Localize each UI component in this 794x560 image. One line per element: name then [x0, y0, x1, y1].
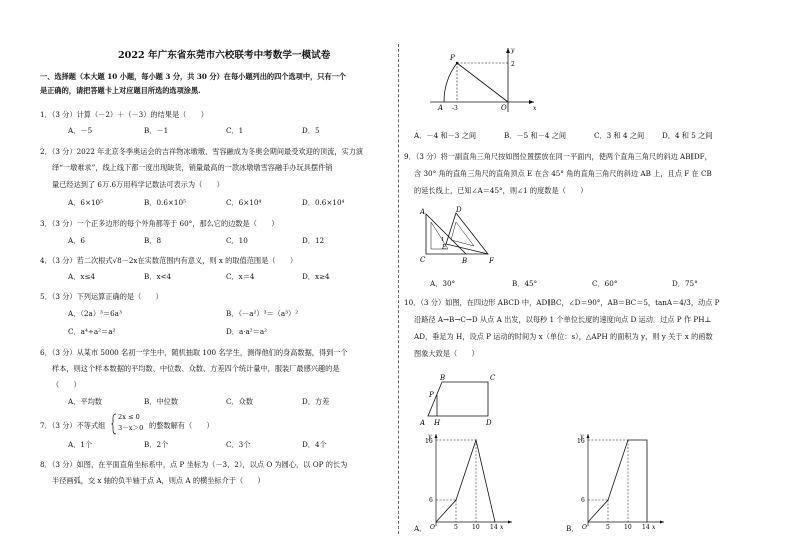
q6-line1: 6．（3 分）从某市 5000 名初一学生中，随机抽取 100 名学生，测得他们的身高数据，得到一个 — [40, 348, 348, 357]
q9-option-c[interactable]: C．60° — [592, 279, 618, 288]
q2-option-b[interactable]: B．0.6×10⁵ — [144, 198, 186, 207]
q10-line2: 沿路径 A→B→C→D 从点 A 出发，以每秒 1 个单位长度的速度向点 D 运动．过点 P 作 PH⊥ — [414, 315, 712, 324]
graph-a[interactable] — [424, 430, 516, 530]
graph-a-x-label: x — [500, 524, 504, 530]
q6-option-a[interactable]: A．平均数 — [68, 397, 102, 406]
q9-line3: 的延长线上，已知∠A＝45°，则∠1 的度数是（ ） — [414, 186, 588, 195]
q1-option-b[interactable]: B．－1 — [144, 126, 169, 135]
q10-line4: 图象大致是（ ） — [414, 349, 479, 358]
fig8-label-y: y — [511, 47, 515, 54]
graph-b-tick-10: 10 — [624, 524, 632, 530]
q7-brace — [111, 413, 117, 435]
q10-figure — [418, 370, 506, 428]
q4-option-c[interactable]: C．x＝4 — [226, 272, 255, 281]
q7-system-line2: 3－x＞0 — [118, 424, 144, 432]
q6-option-b[interactable]: B．中位数 — [144, 397, 179, 406]
q3-option-d[interactable]: D．12 — [302, 236, 325, 245]
q5-option-c[interactable]: C．a⁴÷a²＝a² — [68, 327, 116, 336]
graph-b-y-label: y — [580, 433, 584, 440]
q5-option-b[interactable]: B．（－a²）³＝（a³）² — [226, 309, 299, 318]
q7-system-line1: 2x ≤ 0 — [118, 413, 140, 421]
fig8-label-x: x — [533, 105, 537, 112]
q2-line3: 量已经达到了 6万.6万用科学记数法可表示为（ ） — [52, 180, 224, 189]
q1-stem: 1．（3 分）计算（－2）＋（－3）的结果是（ ） — [40, 110, 208, 119]
q2-option-a[interactable]: A．6×10⁵ — [68, 198, 104, 207]
fig8-label-o: O — [501, 104, 507, 112]
q4-option-d[interactable]: D．x≥4 — [302, 272, 330, 281]
q9-line2: 含 30° 角的直角三角尺的直角顶点 E 在含 45° 角的直角三角尺的斜边 AB 上，且点 F 在 CB — [414, 169, 712, 178]
fig9-label-a: A — [420, 208, 426, 216]
q9-figure — [416, 204, 508, 266]
q4-option-b[interactable]: B．x<4 — [144, 272, 172, 281]
fig9-label-c: C — [420, 256, 426, 264]
q3-option-a[interactable]: A．6 — [68, 236, 85, 245]
q5-stem: 5．（3 分）下列运算正确的是（ ） — [40, 292, 163, 301]
q8-figure — [430, 44, 540, 114]
right-column — [400, 0, 794, 560]
q5-option-d[interactable]: D．a·a²＝a² — [226, 327, 268, 336]
q6-option-c[interactable]: C．众数 — [226, 397, 254, 406]
q7-option-d[interactable]: D．4个 — [302, 440, 327, 449]
graph-b-option-label[interactable]: B． — [566, 524, 579, 533]
q10-line3: AD，垂足为 H，设点 P 运动的时间为 x（单位：s），△APH 的面积为 y，则 y 关于 x 的函数 — [414, 332, 713, 341]
fig9-label-e: E — [442, 244, 447, 251]
section-instruction-line1: 一、选择题（本大题 10 小题，每小题 3 分，共 30 分）在每小题列出的四个选项中，只有一个 — [40, 72, 346, 81]
q5-option-a[interactable]: A．（2a）³＝6a³ — [68, 309, 122, 318]
q8-option-b[interactable]: B．－5 和－4 之间 — [504, 131, 567, 140]
q6-option-d[interactable]: D．方差 — [302, 397, 330, 406]
q8-option-c[interactable]: C．3 和 4 之间 — [594, 131, 645, 140]
q7-prefix: 7．（3 分）不等式组 — [40, 421, 106, 430]
fig8-label-two: 2 — [511, 61, 515, 68]
q10-line1: 10．（3 分）如图，在四边形 ABCD 中，AD∥BC，∠D＝90°，AB＝BC＝5，tanA＝4/3，动点 P — [404, 298, 720, 307]
q2-option-d[interactable]: D．0.6×10⁴ — [302, 198, 345, 207]
fig9-label-b: B — [462, 257, 468, 265]
graph-a-tick-14: 14 — [490, 524, 498, 530]
q2-line2: 绎“一墩难求”，线上线下都一度出现缺货，销量最高的一款冰墩墩雪容融手办玩具摆件销 — [52, 163, 333, 172]
fig10-label-h: H — [434, 419, 441, 427]
graph-a-origin: O — [430, 524, 435, 530]
graph-a-tick-5: 5 — [454, 524, 458, 530]
q8-line1: 8．（3 分）如图，在平面直角坐标系中，点 P 坐标为（－3，2），以点 O 为圆心，以 OP 的长为 — [40, 460, 348, 469]
fig9-label-f: F — [489, 257, 494, 265]
fig9-label-d: D — [456, 206, 462, 214]
q1-option-d[interactable]: D．5 — [302, 126, 320, 135]
q7-suffix: 的整数解有（ ） — [149, 421, 214, 430]
graph-b-tick-16: 16 — [577, 438, 585, 445]
q1-option-c[interactable]: C．1 — [226, 126, 244, 135]
fig8-label-p: P — [450, 54, 455, 62]
q6-line2: 样本，则这个样本数据的平均数、中位数、众数、方差四个统计量中，服装厂最感兴趣的是 — [52, 364, 340, 373]
graph-b-origin: O — [582, 524, 587, 530]
fig8-label-neg3: -3 — [452, 105, 458, 112]
q2-option-c[interactable]: C．6×10⁴ — [226, 198, 262, 207]
graph-a-y-label: y — [428, 433, 432, 440]
q4-option-a[interactable]: A．x≤4 — [68, 272, 96, 281]
graph-b-tick-5: 5 — [606, 524, 610, 530]
fig10-label-b: B — [440, 374, 446, 382]
graph-b-tick-6: 6 — [581, 497, 585, 504]
fig9-label-1: 1 — [441, 237, 445, 243]
q8-option-a[interactable]: A．－4 和－3 之间 — [414, 131, 477, 140]
column-divider — [398, 44, 399, 534]
graph-b-tick-14: 14 — [642, 524, 650, 530]
q2-line1: 2．（3 分）2022 年北京冬季奥运会的吉祥物冰墩墩、雪容融成为冬奥会期间最受欢迎的顶流，实力演 — [40, 147, 364, 156]
fig10-label-a: A — [420, 419, 426, 427]
section-instruction-line2: 是正确的，请把答题卡上对应题目所选的选项涂黑. — [40, 86, 201, 95]
graph-a-tick-10: 10 — [472, 524, 480, 530]
fig10-label-d: D — [486, 419, 492, 427]
graph-b[interactable] — [576, 430, 668, 530]
q7-option-c[interactable]: C．3个 — [226, 440, 251, 449]
q9-option-d[interactable]: D．75° — [672, 279, 698, 288]
q4-stem: 4．（3 分）若二次根式√8－2x在实数范围内有意义，则 x 的取值范围是（ ） — [40, 256, 298, 265]
graph-b-x-label: x — [652, 524, 656, 530]
q7-option-a[interactable]: A．1个 — [68, 440, 93, 449]
graph-a-tick-16: 16 — [425, 438, 433, 445]
page-title: 2022 年广东省东莞市六校联考中考数学一模试卷 — [118, 50, 331, 61]
q7-option-b[interactable]: B．2个 — [144, 440, 169, 449]
q9-option-b[interactable]: B．45° — [512, 279, 538, 288]
q3-option-c[interactable]: C．10 — [226, 236, 248, 245]
q8-line2: 半径画弧，交 x 轴的负半轴于点 A，则点 A 的横坐标介于（ ） — [52, 476, 265, 485]
q6-line3: （ ） — [52, 380, 81, 389]
q3-stem: 3．（3 分）一个正多边形的每个外角都等于 60°，那么它的边数是（ ） — [40, 219, 279, 228]
q8-option-d[interactable]: D．4 和 5 之间 — [662, 131, 713, 140]
fig8-label-a: A — [438, 104, 444, 112]
graph-a-option-label[interactable]: A． — [414, 524, 427, 533]
q3-option-b[interactable]: B．8 — [144, 236, 162, 245]
graph-a-tick-6: 6 — [429, 497, 433, 504]
fig10-label-p: P — [429, 391, 434, 399]
fig10-label-c: C — [490, 374, 496, 382]
q1-option-a[interactable]: A．－5 — [68, 126, 93, 135]
q9-line1: 9．（3 分）将一副直角三角尺按如图位置摆放在同一平面内，使两个直角三角尺的斜边 AB∥DF， — [404, 152, 712, 161]
q9-option-a[interactable]: A．30° — [430, 279, 456, 288]
